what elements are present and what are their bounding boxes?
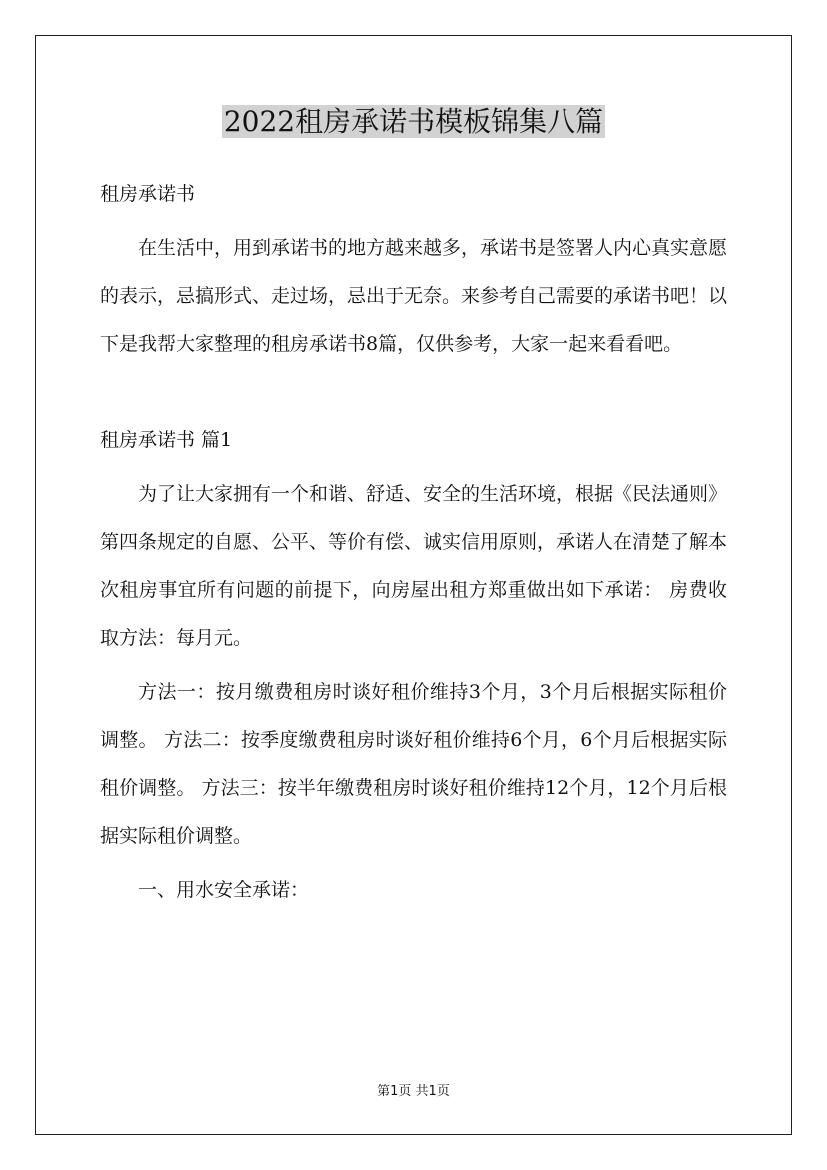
document-body [100,170,727,914]
document-title [0,102,827,142]
page-footer: 第1页 共1页 [377,1084,450,1099]
intro-paragraph: 在生活中，用到承诺书的地方越来越多，承诺书是签署人内心真实意愿的表示，忌搞形式、走过场，忌出于无奈。来参考自己需要的承诺书吧！以下是我帮大家整理的租房承诺书8篇，仅供参考，大家一起来看看吧。 [100,237,728,355]
section-heading: 租房承诺书 篇1 [100,429,233,451]
section-paragraph-3: 一、用水安全承诺： [138,879,310,901]
section-paragraph-2: 方法一：按月缴费租房时谈好租价维持3个月，3个月后根据实际租价调整。 方法二：按季度缴费租房时谈好租价维持6个月，6个月后根据实际租价调整。 方法三：按半年缴费租房时谈好租价维持12个月，12个月后根据实际租价调整。 [100,681,727,847]
intro-heading: 租房承诺书 [100,183,196,205]
document-title-text: 2022租房承诺书模板锦集八篇 [223,105,604,138]
section-paragraph-1: 为了让大家拥有一个和谐、舒适、安全的生活环境，根据《民法通则》第四条规定的自愿、公平、等价有偿、诚实信用原则，承诺人在清楚了解本次租房事宜所有问题的前提下，向房屋出租方郑重做出如下承诺： 房费收取方法：每月元。 [100,483,728,649]
